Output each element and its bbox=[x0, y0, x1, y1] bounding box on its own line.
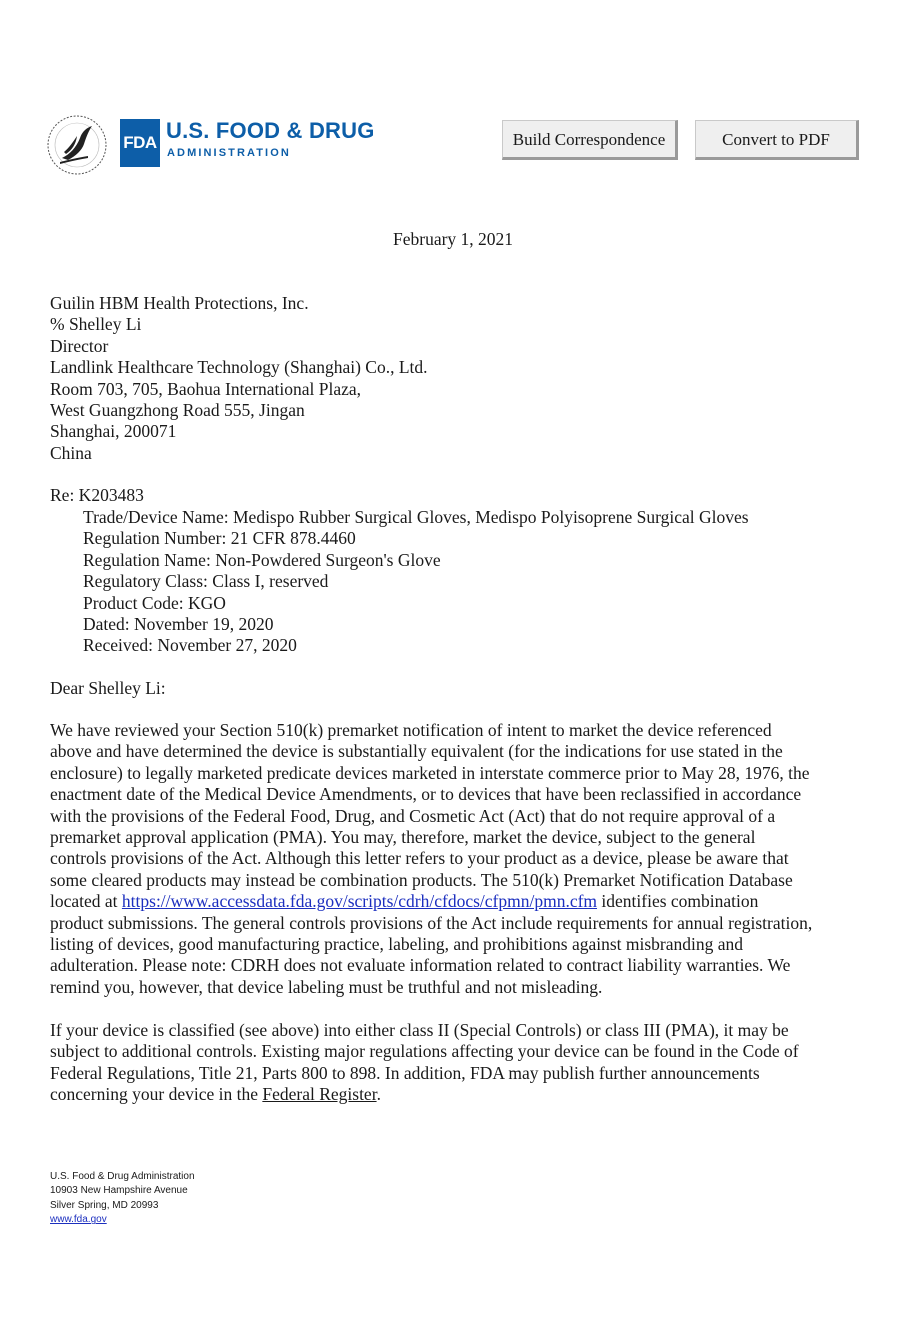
paragraph-line: above and have determined the device is substantially equivalent (for the indications for use stated in the bbox=[50, 741, 783, 762]
paragraph-line: If your device is classified (see above) into either class II (Special Controls) or class III (PMA), it may be bbox=[50, 1020, 789, 1040]
reference-details bbox=[83, 507, 749, 657]
paragraph-line: We have reviewed your Section 510(k) premarket notification of intent to market the device referenced bbox=[50, 720, 772, 740]
body-paragraph-2 bbox=[50, 1020, 880, 1106]
reference-number: Re: K203483 bbox=[50, 485, 144, 505]
footer-line: U.S. Food & Drug Administration bbox=[50, 1171, 195, 1182]
reference-detail-line: Received: November 27, 2020 bbox=[83, 635, 297, 656]
reference-detail-line: Dated: November 19, 2020 bbox=[83, 614, 274, 635]
salutation: Dear Shelley Li: bbox=[50, 678, 166, 698]
reference-detail-line: Trade/Device Name: Medispo Rubber Surgical Gloves, Medispo Polyisoprene Surgical Gloves bbox=[83, 507, 749, 527]
final-line-prefix: concerning your device in the bbox=[50, 1084, 263, 1105]
address-line: China bbox=[50, 442, 92, 463]
footer-address bbox=[50, 1170, 195, 1228]
footer-line: Silver Spring, MD 20993 bbox=[50, 1199, 159, 1211]
reference-detail-line: Regulation Name: Non-Powdered Surgeon's Glove bbox=[83, 549, 441, 570]
paragraph-line: with the provisions of the Federal Food, Drug, and Cosmetic Act (Act) that do not require approval of a bbox=[50, 805, 776, 826]
address-line: Landlink Healthcare Technology (Shanghai) Co., Ltd. bbox=[50, 357, 428, 378]
paragraph-line: subject to additional controls. Existing major regulations affecting your device can be found in the Code of bbox=[50, 1041, 799, 1062]
paragraph-line: product submissions. The general controls provisions of the Act include requirements for annual registration, bbox=[50, 912, 813, 933]
fda-website-link[interactable]: www.fda.gov bbox=[50, 1214, 107, 1226]
fda-logo-mark: FDA bbox=[120, 119, 160, 167]
paragraph-line-with-link bbox=[50, 891, 880, 912]
paragraph-line-final bbox=[50, 1084, 880, 1105]
recipient-address bbox=[50, 293, 428, 464]
final-line-suffix: . bbox=[376, 1084, 381, 1105]
paragraph-line: some cleared products may instead be combination products. The 510(k) Premarket Notification Database bbox=[50, 869, 793, 890]
convert-to-pdf-button[interactable]: Convert to PDF bbox=[695, 120, 859, 160]
reference-detail-line: Regulatory Class: Class I, reserved bbox=[83, 571, 329, 592]
link-prefix: located at bbox=[50, 891, 122, 912]
pmn-database-link[interactable]: https://www.accessdata.fda.gov/scripts/cdrh/cfdocs/cfpmn/pmn.cfm bbox=[121, 891, 598, 912]
paragraph-line: Federal Regulations, Title 21, Parts 800 to 898. In addition, FDA may publish further announcements bbox=[50, 1062, 760, 1083]
address-line: % Shelley Li bbox=[50, 314, 142, 335]
paragraph-line: premarket approval application (PMA). You may, therefore, market the device, subject to the general bbox=[50, 827, 756, 848]
paragraph-line: enactment date of the Medical Device Amendments, or to devices that have been reclassified in accordance bbox=[50, 784, 802, 805]
address-line: Director bbox=[50, 335, 109, 356]
footer-line: 10903 New Hampshire Avenue bbox=[50, 1185, 188, 1197]
paragraph-line: adulteration. Please note: CDRH does not evaluate information related to contract liability warranties. We bbox=[50, 955, 791, 976]
address-line: Guilin HBM Health Protections, Inc. bbox=[50, 293, 309, 313]
address-line: West Guangzhong Road 555, Jingan bbox=[50, 400, 305, 421]
reference-detail-line: Product Code: KGO bbox=[83, 592, 226, 613]
agency-name: U.S. FOOD & DRUG bbox=[166, 118, 375, 143]
address-line: Room 703, 705, Baohua International Plaza, bbox=[50, 378, 362, 399]
address-line: Shanghai, 200071 bbox=[50, 421, 177, 442]
link-suffix: identifies combination bbox=[597, 891, 759, 912]
paragraph-line: enclosure) to legally marketed predicate devices marketed in interstate commerce prior to May 28, 1976, the bbox=[50, 762, 810, 783]
body-paragraph-1 bbox=[50, 720, 880, 998]
agency-subtitle: ADMINISTRATION bbox=[167, 147, 291, 159]
hhs-seal-icon bbox=[46, 114, 108, 176]
reference-detail-line: Regulation Number: 21 CFR 878.4460 bbox=[83, 528, 356, 549]
paragraph-line: remind you, however, that device labeling must be truthful and not misleading. bbox=[50, 976, 603, 997]
build-correspondence-button[interactable]: Build Correspondence bbox=[502, 120, 678, 160]
letter-date: February 1, 2021 bbox=[393, 229, 514, 249]
paragraph-line: controls provisions of the Act. Although this letter refers to your product as a device, please be aware that bbox=[50, 848, 789, 869]
paragraph-line: listing of devices, good manufacturing practice, labeling, and prohibitions against misbranding and bbox=[50, 934, 744, 955]
federal-register-reference: Federal Register bbox=[262, 1084, 377, 1105]
